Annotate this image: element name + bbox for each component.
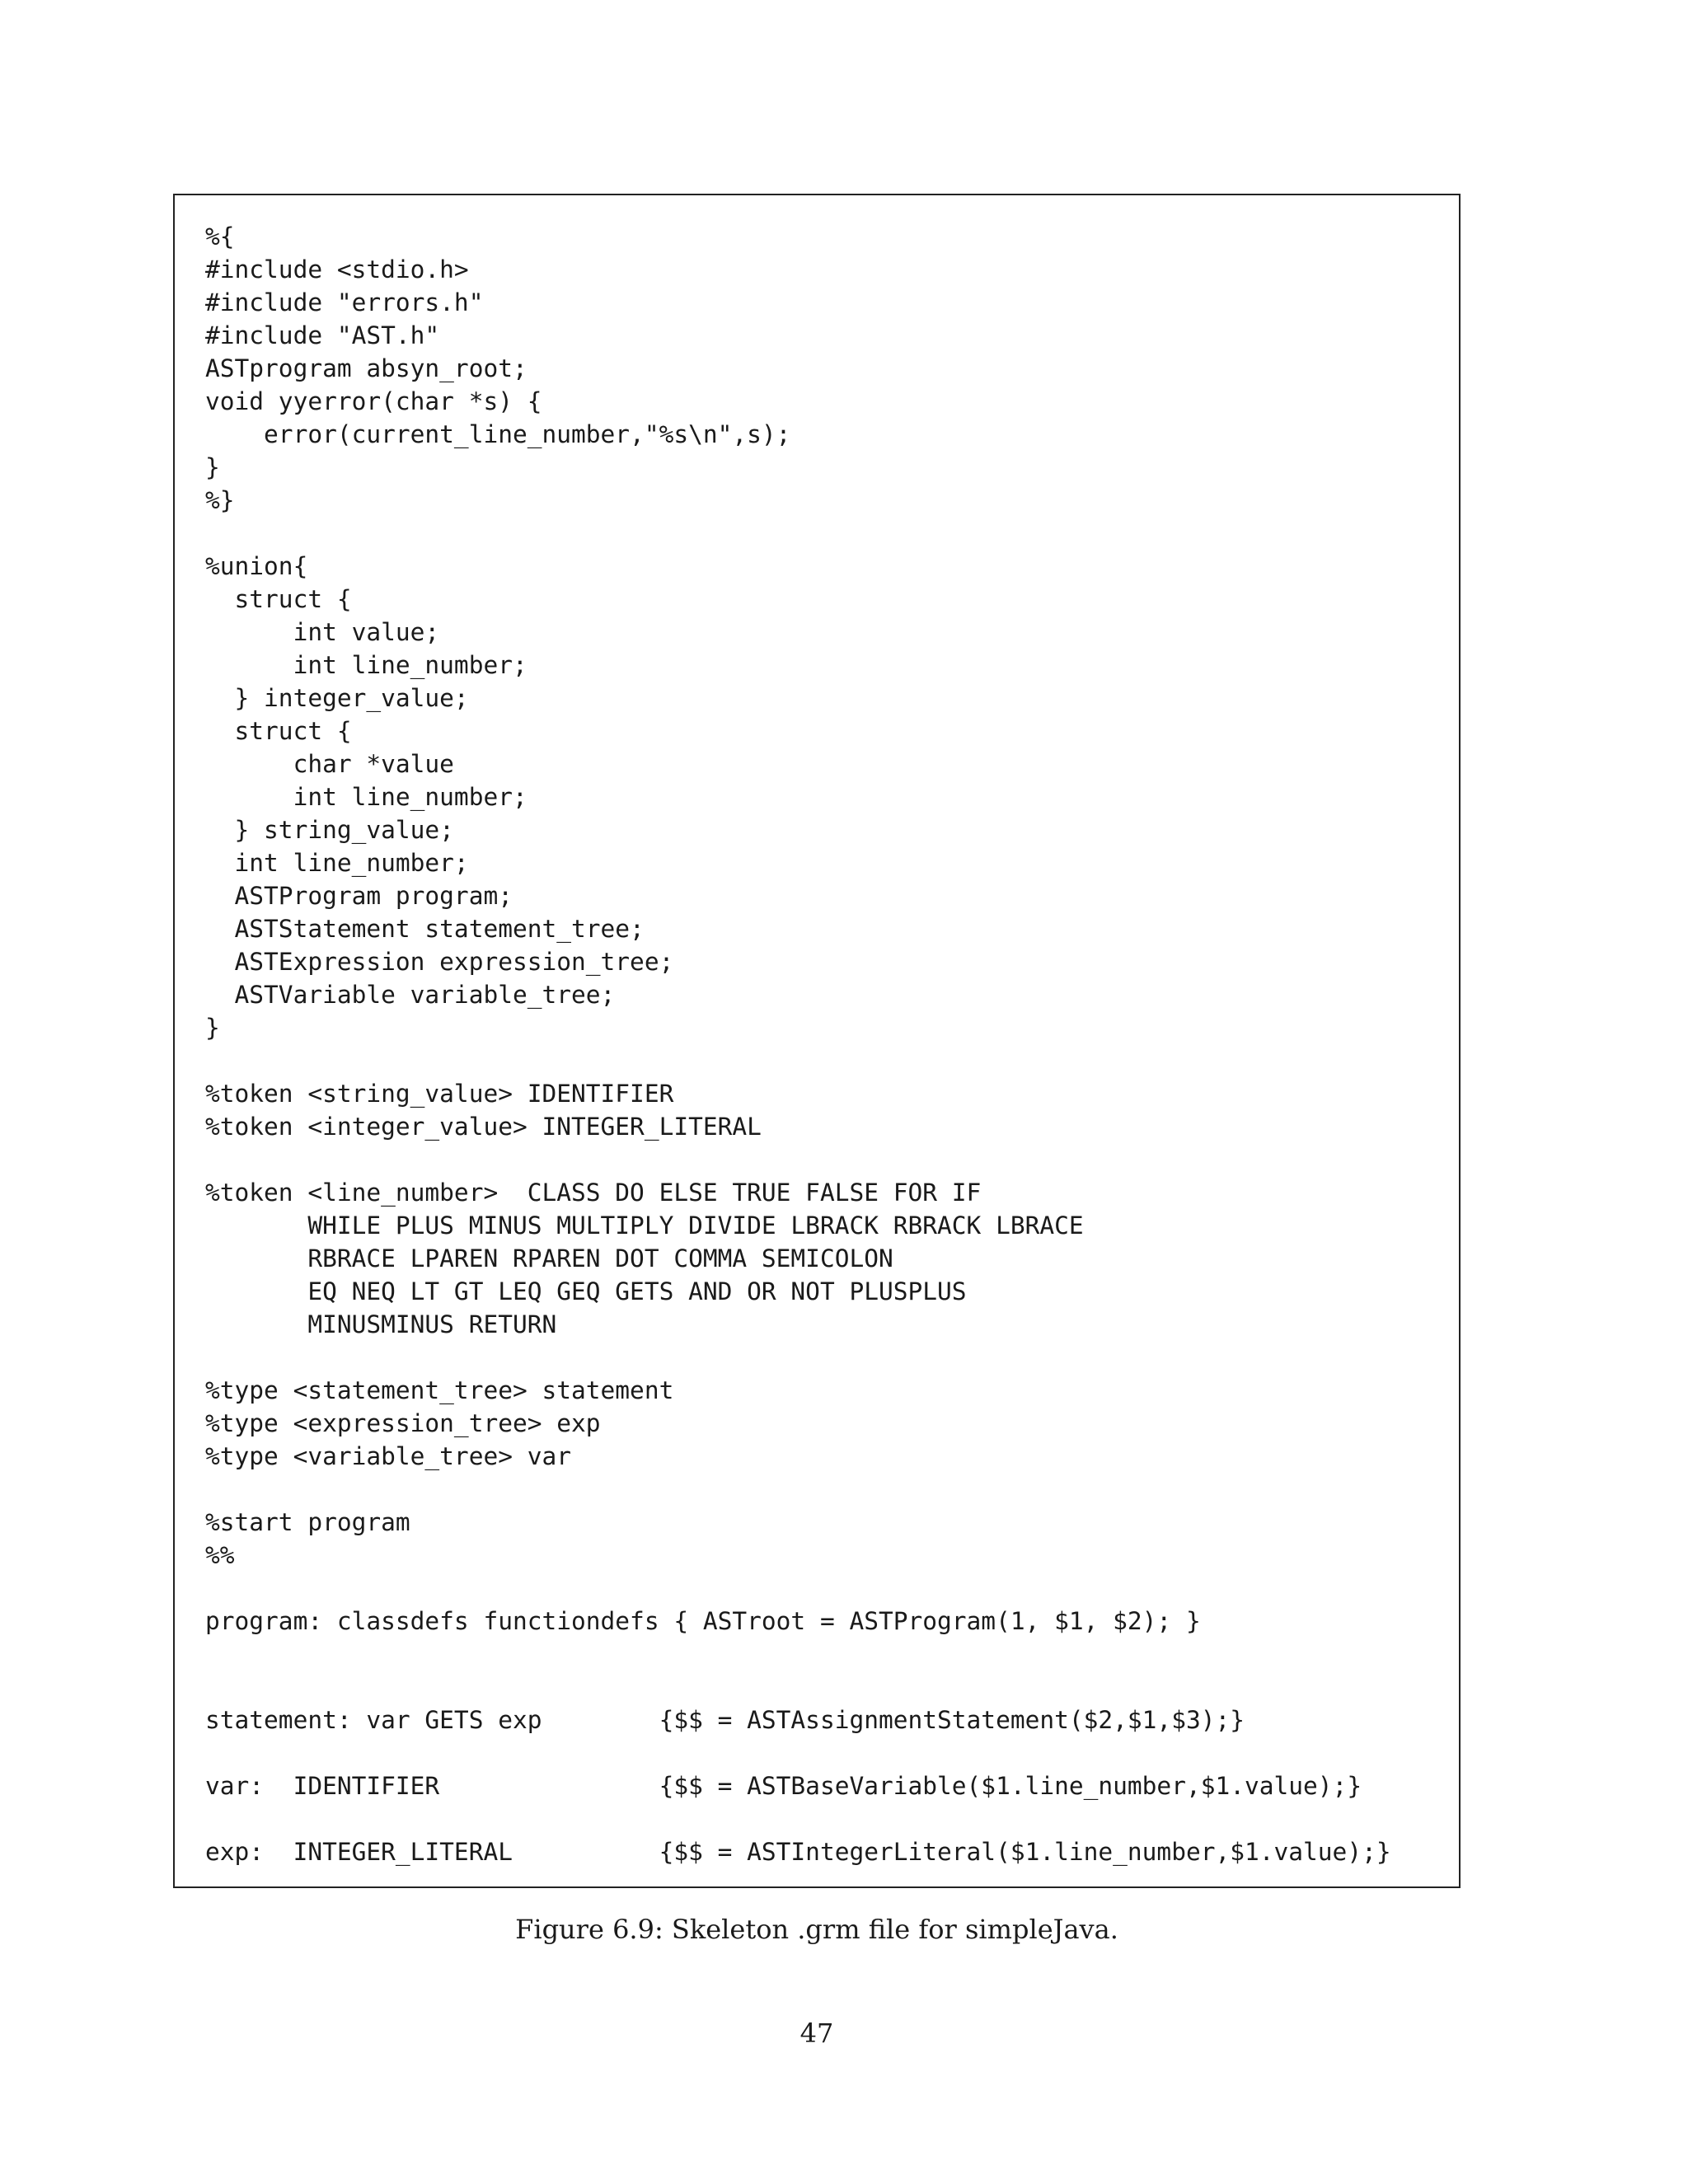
page-number: 47 bbox=[799, 2018, 834, 2049]
code-line: %% bbox=[205, 1541, 235, 1569]
code-line bbox=[205, 1473, 1391, 1506]
code-line: char *value bbox=[205, 750, 454, 778]
code-line: int line_number; bbox=[205, 783, 528, 811]
code-line: int value; bbox=[205, 618, 440, 646]
code-line bbox=[205, 1802, 1391, 1835]
code-line bbox=[205, 1143, 1391, 1176]
code-line: } string_value; bbox=[205, 816, 454, 844]
code-line: struct { bbox=[205, 585, 352, 613]
code-line: ASTVariable variable_tree; bbox=[205, 981, 616, 1009]
code-line bbox=[205, 517, 1391, 550]
code-line: ASTprogram absyn_root; bbox=[205, 354, 528, 382]
code-line: #include "errors.h" bbox=[205, 288, 484, 316]
code-line: ASTProgram program; bbox=[205, 882, 513, 910]
code-line: } bbox=[205, 1014, 220, 1042]
code-line: %type <expression_tree> exp bbox=[205, 1409, 601, 1437]
code-line: RBRACE LPAREN RPAREN DOT COMMA SEMICOLON bbox=[205, 1244, 893, 1272]
code-line bbox=[205, 1638, 1391, 1671]
code-line: var: IDENTIFIER {$$ = ASTBaseVariable($1.line_number,$1.value);} bbox=[205, 1772, 1362, 1800]
code-line: %type <statement_tree> statement bbox=[205, 1376, 674, 1404]
code-line: program: classdefs functiondefs { ASTroot = ASTProgram(1, $1, $2); } bbox=[205, 1607, 1201, 1635]
code-line: %start program bbox=[205, 1508, 410, 1536]
code-line: error(current_line_number,"%s\n",s); bbox=[205, 420, 791, 448]
code-line: struct { bbox=[205, 717, 352, 745]
code-line: #include "AST.h" bbox=[205, 321, 440, 349]
code-line: } integer_value; bbox=[205, 684, 469, 712]
code-line: statement: var GETS exp {$$ = ASTAssignmentStatement($2,$1,$3);} bbox=[205, 1706, 1245, 1734]
code-line: %} bbox=[205, 486, 235, 514]
code-line: exp: INTEGER_LITERAL {$$ = ASTIntegerLiteral($1.line_number,$1.value);} bbox=[205, 1838, 1391, 1866]
code-line: int line_number; bbox=[205, 651, 528, 679]
code-line: %token <line_number> CLASS DO ELSE TRUE FALSE FOR IF bbox=[205, 1179, 982, 1207]
code-line bbox=[205, 1671, 1391, 1704]
code-line bbox=[205, 1736, 1391, 1769]
code-line: %union{ bbox=[205, 552, 308, 580]
code-line: #include <stdio.h> bbox=[205, 255, 469, 284]
code-line: int line_number; bbox=[205, 849, 469, 877]
code-line: ASTExpression expression_tree; bbox=[205, 948, 674, 976]
code-line: void yyerror(char *s) { bbox=[205, 387, 542, 415]
code-line: MINUSMINUS RETURN bbox=[205, 1310, 557, 1338]
code-line bbox=[205, 1341, 1391, 1374]
code-line: %token <string_value> IDENTIFIER bbox=[205, 1080, 674, 1108]
code-line: } bbox=[205, 453, 220, 481]
code-line: EQ NEQ LT GT LEQ GEQ GETS AND OR NOT PLUSPLUS bbox=[205, 1277, 967, 1305]
code-listing-frame bbox=[173, 194, 1461, 1888]
code-line bbox=[205, 1044, 1391, 1077]
code-line bbox=[205, 1572, 1391, 1605]
code-line: %token <integer_value> INTEGER_LITERAL bbox=[205, 1113, 762, 1141]
code-line: WHILE PLUS MINUS MULTIPLY DIVIDE LBRACK RBRACK LBRACE bbox=[205, 1212, 1084, 1240]
code-line: ASTStatement statement_tree; bbox=[205, 915, 645, 943]
figure-caption: Figure 6.9: Skeleton .grm file for simpleJava. bbox=[515, 1914, 1118, 1945]
code-line: %{ bbox=[205, 223, 235, 251]
code-listing bbox=[205, 220, 1391, 1868]
code-line: %type <variable_tree> var bbox=[205, 1442, 572, 1470]
